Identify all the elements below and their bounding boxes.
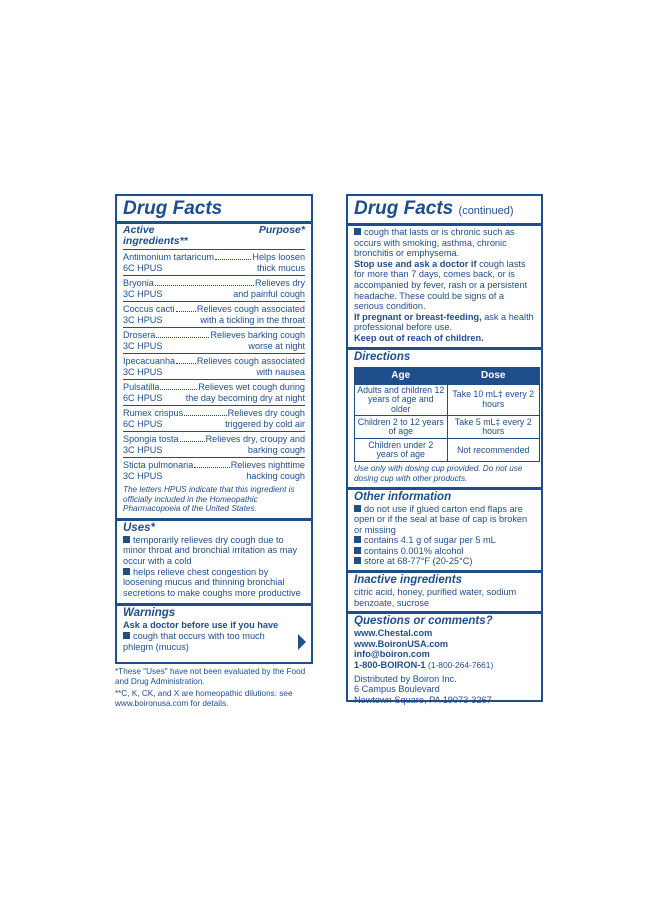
warning-item: cough that occurs with too much phlegm (mucus)	[123, 630, 265, 652]
ingredient-purpose-cont: with a tickling in the throat	[200, 314, 305, 325]
drug-facts-panel-right	[346, 194, 543, 705]
ingredient-purpose: Relieves cough associated	[196, 356, 305, 366]
dosing-note: Use only with dosing cup provided. Do not use dosing cup with other products.	[354, 464, 523, 483]
active-ingredients-header	[123, 225, 305, 247]
ingredient-row	[123, 252, 305, 276]
footnotes	[115, 667, 313, 708]
table-header-age: Age	[355, 367, 448, 384]
ingredient-name: Bryonia	[123, 278, 154, 288]
divider	[348, 570, 541, 573]
distributor: Distributed by Boiron Inc.	[354, 673, 457, 684]
table-row	[355, 416, 540, 439]
ingredient-name: Coccus cacti	[123, 304, 175, 314]
age-cell: Children 2 to 12 years of age	[355, 416, 448, 439]
hpus-note: The letters HPUS indicate that this ingredient is officially included in the Homeopathic Pharmacopoeia of the United States.	[123, 485, 295, 514]
dot-leader	[156, 330, 209, 338]
ingredient-potency: 3C HPUS	[123, 470, 163, 481]
ingredient-potency: 3C HPUS	[123, 366, 163, 377]
ingredient-name: Spongia tosta	[123, 434, 179, 444]
ingredient-purpose-cont: barking cough	[247, 444, 305, 455]
warnings-ask-doctor: Ask a doctor before use if you have	[123, 620, 279, 631]
ingredient-name: Ipecacuanha	[123, 356, 176, 366]
table-row	[355, 384, 540, 416]
dot-leader	[160, 382, 197, 390]
bullet-square-icon	[354, 547, 361, 554]
ingredient-name: Pulsatilla	[123, 382, 160, 392]
table-row	[355, 439, 540, 462]
ingredient-row	[123, 278, 305, 302]
ingredient-row	[123, 382, 305, 406]
table-header-dose: Dose	[447, 367, 540, 384]
address-line-1: 6 Campus Boulevard	[354, 684, 440, 695]
dose-cell: Take 10 mL‡ every 2 hours	[447, 384, 540, 416]
continue-arrow-icon	[298, 634, 306, 650]
inactive-ingredients-title: Inactive ingredients	[354, 574, 463, 587]
ingredient-row	[123, 330, 305, 354]
ingredient-purpose: Helps loosen	[252, 252, 305, 262]
questions-title: Questions or comments?	[354, 615, 493, 628]
phone-number: 1-800-BOIRON-1 (1-800-264-7661)	[354, 660, 494, 671]
bullet-square-icon	[354, 536, 361, 543]
warning-item-chronic: cough that lasts or is chronic such as occurs with smoking, asthma, chronic bronchitis or emphysema.	[354, 227, 515, 259]
other-item: contains 0.001% alcohol	[354, 546, 535, 557]
bullet-square-icon	[354, 228, 361, 235]
bullet-square-icon	[123, 568, 130, 575]
warnings-title: Warnings	[123, 607, 176, 620]
uses-title: Uses*	[123, 521, 155, 534]
dose-cell: Take 5 mL‡ every 2 hours	[447, 416, 540, 439]
ingredient-row	[123, 460, 305, 483]
divider	[348, 611, 541, 614]
ingredient-purpose-cont: with nausea	[256, 366, 305, 377]
ingredient-purpose-cont: triggered by cold air	[225, 418, 305, 429]
ingredient-name: Sticta pulmonaria	[123, 460, 194, 470]
dot-leader	[194, 460, 229, 468]
ingredient-row	[123, 356, 305, 380]
divider	[348, 347, 541, 350]
dot-leader	[155, 278, 254, 286]
ingredient-purpose-cont: thick mucus	[256, 262, 305, 273]
ingredient-potency: 6C HPUS	[123, 392, 163, 403]
dot-leader	[184, 408, 227, 416]
bullet-square-icon	[123, 632, 130, 639]
inactive-ingredients: citric acid, honey, purified water, sodium benzoate, sucrose	[354, 587, 517, 608]
ingredient-purpose: Relieves dry cough	[227, 408, 305, 418]
website-chestal: www.Chestal.com	[354, 628, 433, 639]
bullet-square-icon	[354, 505, 361, 512]
ingredient-purpose: Relieves dry, croupy and	[205, 434, 305, 444]
ingredient-potency: 3C HPUS	[123, 288, 163, 299]
directions-title: Directions	[354, 350, 411, 363]
website-boiron: www.BoironUSA.com	[354, 638, 449, 649]
dot-leader	[215, 252, 251, 260]
email-address: info@boiron.com	[354, 649, 430, 660]
other-information-title: Other information	[354, 490, 452, 503]
stop-use-warning: Stop use and ask a doctor if cough lasts for more than 7 days, comes back, or is accompanied by fever, rash or a persistent headache. These could be signs of a serious condition.	[354, 258, 528, 312]
dot-leader	[176, 304, 196, 312]
other-item: do not use if glued carton end flaps are open or if the seal at base of cap is broken or missing	[354, 503, 528, 535]
ingredient-potency: 6C HPUS	[123, 418, 163, 429]
ingredient-purpose-cont: hacking cough	[246, 470, 305, 481]
drug-facts-panel-left	[115, 194, 313, 664]
address-line-2: Newtown Square, PA 19073-3267	[354, 694, 492, 705]
dosage-table	[354, 367, 540, 463]
ingredient-row	[123, 304, 305, 328]
divider	[123, 249, 305, 250]
use-item-1: temporarily relieves dry cough due to minor throat and bronchial irritation as may occur with a cold	[123, 534, 298, 566]
ingredient-potency: 6C HPUS	[123, 262, 163, 273]
divider	[348, 223, 541, 226]
divider	[117, 518, 311, 521]
ingredient-purpose-cont: the day becoming dry at night	[185, 392, 305, 403]
ingredient-potency: 3C HPUS	[123, 340, 163, 351]
ingredient-purpose: Relieves barking cough	[210, 330, 305, 340]
bullet-square-icon	[123, 536, 130, 543]
bullet-square-icon	[354, 557, 361, 564]
keep-out-of-reach: Keep out of reach of children.	[354, 332, 484, 343]
continued-label: (continued)	[458, 205, 514, 217]
dot-leader	[180, 434, 205, 442]
ingredient-name: Rumex crispus	[123, 408, 184, 418]
purpose-label: Purpose*	[258, 224, 305, 236]
use-item-2: helps relieve chest congestion by loosening mucus and thinning bronchial secretions to make coughs more productive	[123, 566, 301, 598]
ingredient-potency: 3C HPUS	[123, 444, 163, 455]
ingredient-row	[123, 434, 305, 458]
active-label: Active	[123, 224, 155, 236]
ingredient-purpose-cont: worse at night	[248, 340, 305, 351]
age-cell: Adults and children 12 years of age and older	[355, 384, 448, 416]
divider	[348, 487, 541, 490]
ingredient-purpose: Relieves dry	[254, 278, 305, 288]
dot-leader	[176, 356, 196, 364]
ingredient-purpose: Relieves cough associated	[196, 304, 305, 314]
other-item: contains 4.1 g of sugar per 5 mL	[354, 535, 535, 546]
drug-facts-title: Drug Facts	[123, 198, 223, 219]
age-cell: Children under 2 years of age	[355, 439, 448, 462]
ingredient-list	[123, 252, 305, 483]
ingredient-purpose: Relieves nighttime	[230, 460, 305, 470]
ingredient-name: Drosera	[123, 330, 156, 340]
other-item: store at 68-77°F (20-25°C)	[354, 556, 535, 567]
ingredient-purpose-cont: and painful cough	[233, 288, 305, 299]
footnote-uses: *These "Uses" have not been evaluated by the Food and Drug Administration.	[115, 667, 306, 686]
ingredients-label: ingredients**	[123, 235, 188, 247]
pregnancy-warning: If pregnant or breast-feeding, ask a health professional before use.	[354, 311, 534, 333]
ingredient-row	[123, 408, 305, 432]
dose-cell: Not recommended	[447, 439, 540, 462]
ingredient-potency: 3C HPUS	[123, 314, 163, 325]
ingredient-purpose: Relieves wet cough during	[198, 382, 305, 392]
divider	[117, 603, 311, 606]
ingredient-name: Antimonium tartaricum	[123, 252, 214, 262]
footnote-dilutions: **C, K, CK, and X are homeopathic dilutions: see www.boironusa.com for details.	[115, 689, 293, 708]
drug-facts-title-continued: Drug Facts (continued)	[354, 198, 514, 219]
